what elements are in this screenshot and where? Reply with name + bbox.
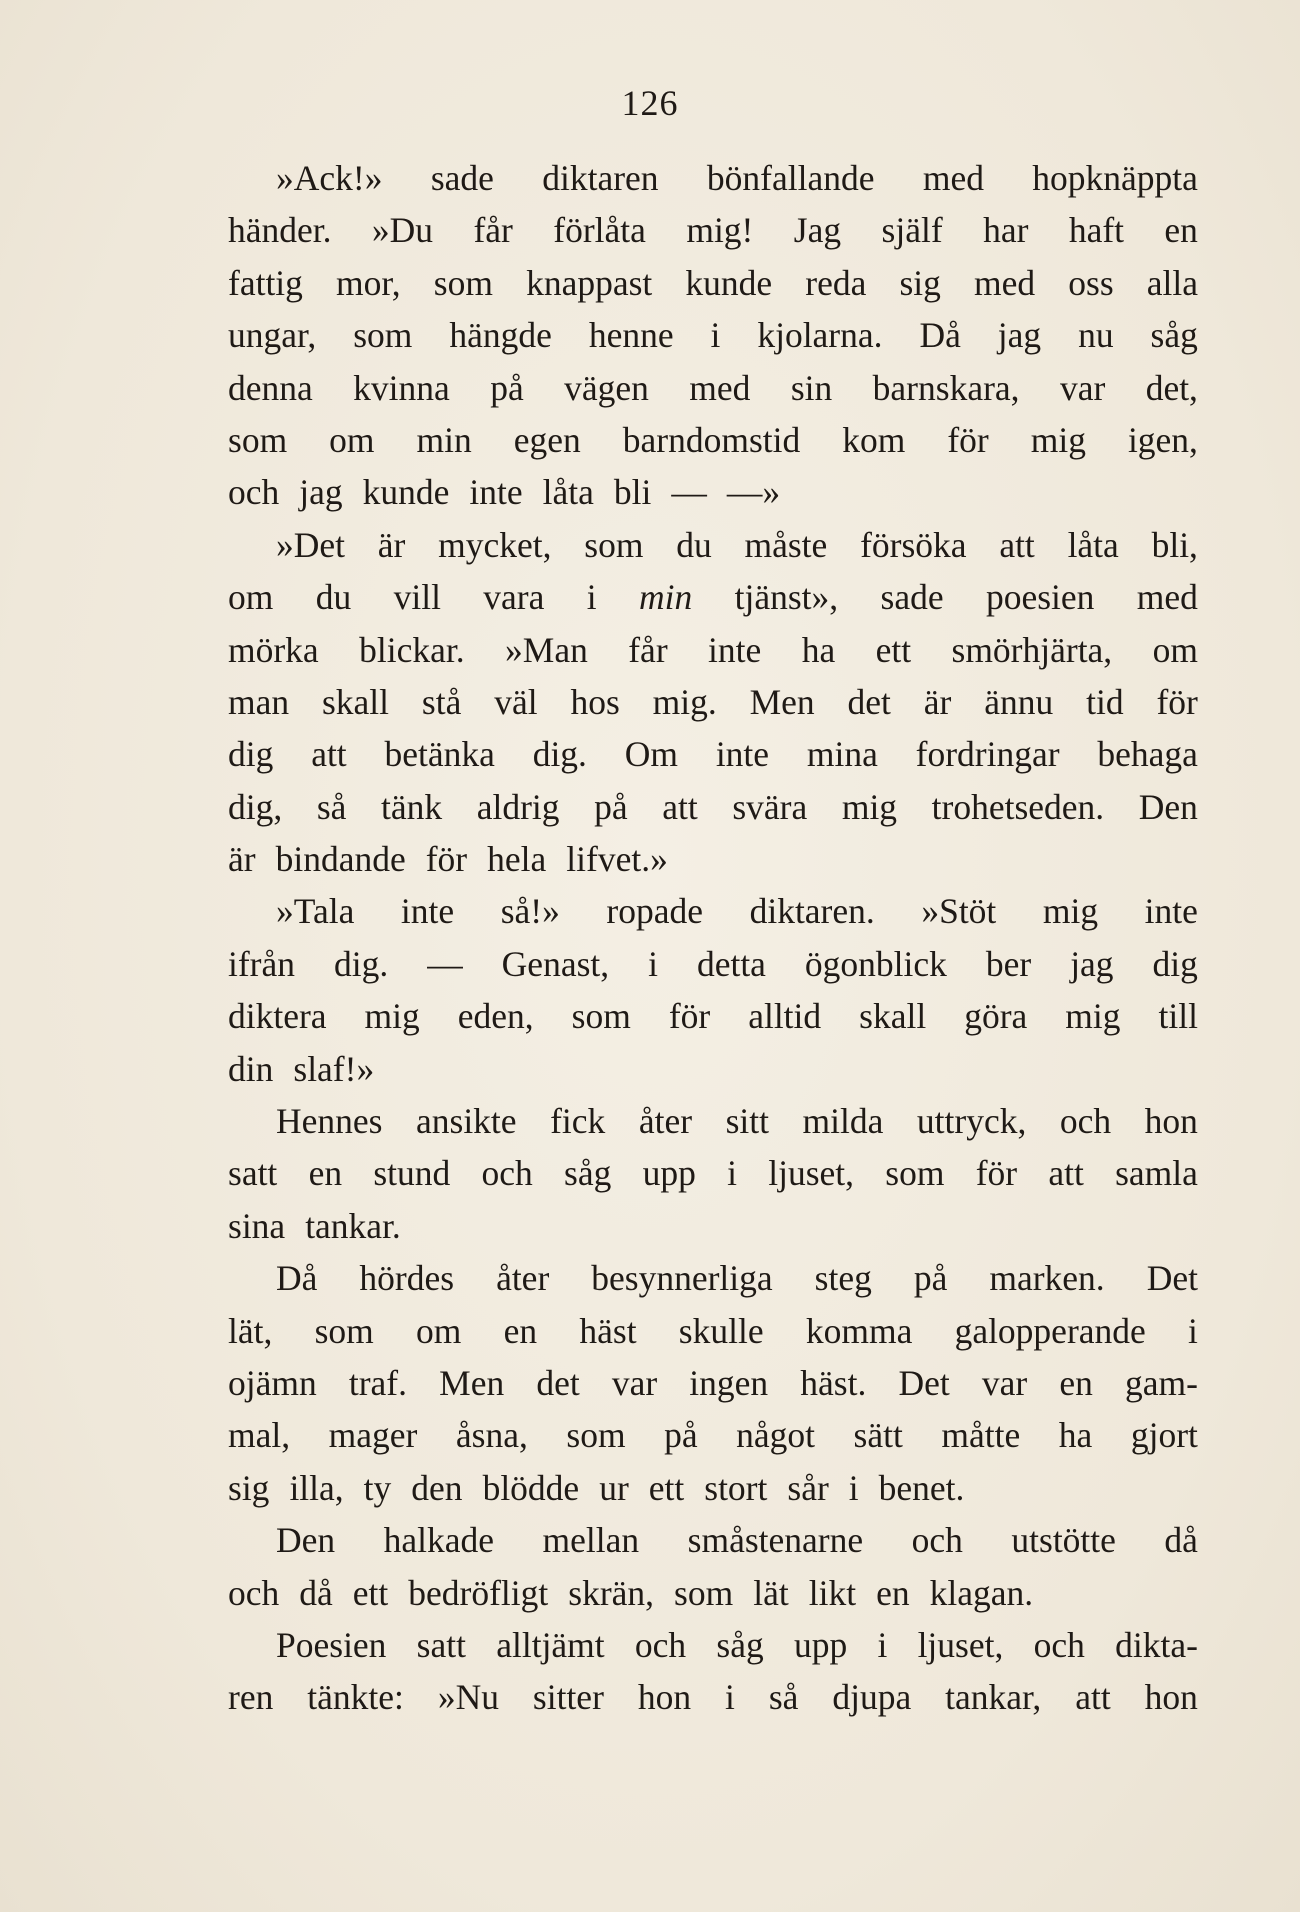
word: en xyxy=(503,1310,538,1351)
word: för xyxy=(947,419,989,460)
text-line xyxy=(228,152,1198,204)
text-line xyxy=(228,1619,1198,1671)
word: som xyxy=(228,419,288,460)
word: uttryck, xyxy=(916,1101,1027,1142)
word: låta xyxy=(542,472,594,513)
word: bönfallande xyxy=(706,158,875,198)
word: sätt xyxy=(853,1415,903,1456)
word: såg xyxy=(1150,315,1198,356)
word: barnskara, xyxy=(872,367,1020,408)
text-line xyxy=(228,833,1198,885)
word: ha xyxy=(1058,1415,1093,1456)
word: med xyxy=(922,158,984,198)
word: mig xyxy=(1065,996,1121,1037)
word: milda xyxy=(802,1101,884,1142)
word: till xyxy=(1158,996,1198,1037)
word: hördes xyxy=(359,1258,455,1299)
word: göra xyxy=(964,996,1028,1037)
word: i xyxy=(727,1153,737,1194)
word: i xyxy=(586,577,597,618)
text-line xyxy=(228,1200,1198,1252)
word: Hennes xyxy=(276,1101,383,1142)
word: och xyxy=(228,472,280,513)
word: bli, xyxy=(1151,524,1198,565)
word: vill xyxy=(393,577,441,618)
word: oss xyxy=(1068,262,1114,303)
word: händer. xyxy=(228,210,332,251)
word: skrän, xyxy=(568,1572,655,1613)
word: kvinna xyxy=(353,367,450,408)
word: min xyxy=(638,577,693,618)
word: henne xyxy=(588,315,674,356)
word: som xyxy=(353,315,413,356)
word: djupa xyxy=(832,1677,912,1718)
word: steg xyxy=(814,1258,872,1299)
word: Då xyxy=(919,315,961,356)
word: traf. xyxy=(348,1362,407,1403)
word: smörhjärta, xyxy=(951,629,1113,670)
word: mig! xyxy=(686,210,754,251)
word: trohetseden. xyxy=(931,786,1105,827)
word: tjänst», xyxy=(734,577,839,618)
word: sitter xyxy=(532,1677,604,1718)
word: för xyxy=(668,996,711,1037)
word: i xyxy=(710,315,721,356)
word: ögonblick xyxy=(804,943,947,984)
word: som xyxy=(314,1310,374,1351)
word: samla xyxy=(1115,1153,1198,1194)
word: med xyxy=(974,262,1036,303)
word: dig xyxy=(228,734,274,775)
text-line xyxy=(228,1252,1198,1304)
word: likt xyxy=(808,1572,857,1613)
word: var xyxy=(1059,367,1106,408)
word: på xyxy=(664,1415,698,1456)
word: — xyxy=(427,943,463,984)
word: med xyxy=(1136,577,1198,618)
text-line xyxy=(228,1357,1198,1409)
word: diktaren. xyxy=(749,891,875,932)
word: ren xyxy=(228,1677,274,1718)
word: sig xyxy=(228,1467,270,1508)
text-line xyxy=(228,1514,1198,1566)
word: åter xyxy=(638,1101,693,1142)
word: på xyxy=(594,786,628,827)
word: blickar. xyxy=(359,629,465,670)
word: med xyxy=(689,367,751,408)
word: är xyxy=(228,839,256,880)
word: knappast xyxy=(526,262,653,303)
word: hängde xyxy=(449,315,552,356)
word: upp xyxy=(793,1624,848,1665)
word: har xyxy=(983,210,1029,251)
word: den xyxy=(411,1467,463,1508)
word: i xyxy=(877,1624,888,1665)
word: Den xyxy=(276,1520,336,1561)
word: »Stöt xyxy=(921,891,997,932)
word: fick xyxy=(550,1101,606,1142)
word: dig xyxy=(1152,943,1198,984)
word: på xyxy=(490,367,524,408)
word: diktera xyxy=(228,996,327,1037)
word: stort xyxy=(704,1467,768,1508)
word: Men xyxy=(749,681,815,722)
text-line xyxy=(228,728,1198,780)
word: alla xyxy=(1146,262,1198,303)
word: såg xyxy=(564,1153,612,1194)
text-line xyxy=(228,414,1198,466)
word: Den xyxy=(1138,786,1198,827)
text-line xyxy=(228,1671,1198,1723)
word: hon xyxy=(637,1677,692,1718)
text-line xyxy=(228,676,1198,728)
word: vägen xyxy=(564,367,649,408)
word: mig xyxy=(1042,891,1099,932)
word: som xyxy=(885,1153,945,1194)
word: så!» xyxy=(500,891,560,932)
word: inte xyxy=(1144,891,1198,932)
word: får xyxy=(473,210,513,251)
word: man xyxy=(228,681,290,722)
word: lifvet.» xyxy=(566,839,668,880)
word: besynnerliga xyxy=(591,1258,773,1299)
word: är xyxy=(377,524,406,565)
word: och xyxy=(634,1624,687,1665)
word: denna xyxy=(228,367,313,408)
word: Då xyxy=(276,1258,318,1299)
word: småstenarne xyxy=(687,1520,864,1561)
word: mig xyxy=(364,996,420,1037)
word: en xyxy=(1059,1362,1093,1403)
word: mörka xyxy=(228,629,319,670)
word: utstötte xyxy=(1011,1520,1116,1561)
text-line xyxy=(228,362,1198,414)
word: sin xyxy=(790,367,833,408)
word: Poesien xyxy=(276,1624,387,1665)
word: kunde xyxy=(362,472,450,513)
word: åsna, xyxy=(455,1415,528,1456)
word: lät, xyxy=(228,1310,273,1351)
word: skulle xyxy=(678,1310,764,1351)
word: »Man xyxy=(505,629,588,670)
text-line xyxy=(228,624,1198,676)
word: var xyxy=(611,1362,658,1403)
text-line xyxy=(228,257,1198,309)
word: såg xyxy=(716,1624,764,1665)
word: — xyxy=(671,472,707,513)
word: inte xyxy=(469,472,523,513)
word: eden, xyxy=(457,996,534,1037)
word: att xyxy=(1048,1153,1084,1194)
word: och xyxy=(1059,1101,1112,1142)
word: hos xyxy=(570,681,620,722)
word: Det xyxy=(898,1362,950,1403)
word: förlåta xyxy=(553,210,646,251)
word: tänk xyxy=(381,786,443,827)
word: Om xyxy=(624,734,678,775)
word: i xyxy=(1188,1310,1198,1351)
word: sår xyxy=(787,1467,829,1508)
word: som xyxy=(584,524,644,565)
word: att xyxy=(999,524,1035,565)
word: hopknäppta xyxy=(1032,158,1198,198)
word: bindande xyxy=(275,839,406,880)
word: alltjämt xyxy=(496,1624,605,1665)
word: reda xyxy=(805,262,867,303)
word: blödde xyxy=(482,1467,580,1508)
word: mal, xyxy=(228,1415,291,1456)
word: för xyxy=(1156,681,1198,722)
word: haft xyxy=(1068,210,1125,251)
word: slaf!» xyxy=(293,1048,375,1089)
word: Det xyxy=(1146,1258,1198,1299)
word: marken. xyxy=(989,1258,1105,1299)
word: jag xyxy=(997,315,1042,356)
word: »Nu xyxy=(437,1677,499,1718)
page-number: 126 xyxy=(621,83,679,123)
word: tankar. xyxy=(305,1205,401,1246)
word: ett xyxy=(648,1467,685,1508)
word: får xyxy=(628,629,668,670)
word: inte xyxy=(708,629,762,670)
word: hela xyxy=(487,839,547,880)
word: egen xyxy=(513,419,581,460)
word: inte xyxy=(715,734,770,775)
word: du xyxy=(315,577,352,618)
word: ännu xyxy=(984,681,1054,722)
text-line xyxy=(228,571,1198,623)
word: hon xyxy=(1144,1101,1198,1142)
word: svära xyxy=(732,786,808,827)
text-line xyxy=(228,1095,1198,1147)
word: klagan. xyxy=(929,1572,1034,1613)
word: ber xyxy=(985,943,1032,984)
word: en xyxy=(1164,210,1198,251)
word: tankar, xyxy=(945,1677,1042,1718)
word: igen, xyxy=(1127,419,1198,460)
word: måste xyxy=(744,524,828,565)
text-line xyxy=(228,1462,1198,1514)
word: sitt xyxy=(725,1101,769,1142)
word: som xyxy=(433,262,493,303)
word: då xyxy=(299,1572,333,1613)
word: mig xyxy=(841,786,898,827)
word: din xyxy=(228,1048,274,1089)
word: komma xyxy=(805,1310,913,1351)
word: försöka xyxy=(860,524,967,565)
word: dig, xyxy=(228,786,283,827)
word: barndomstid xyxy=(622,419,801,460)
text-line xyxy=(228,990,1198,1042)
word: hon xyxy=(1144,1677,1198,1718)
word: »Det xyxy=(276,524,346,565)
word: sig xyxy=(899,262,941,303)
text-line xyxy=(228,1147,1198,1199)
word: detta xyxy=(696,943,766,984)
word: mycket, xyxy=(438,524,552,565)
word: häst xyxy=(579,1310,637,1351)
word: väl xyxy=(494,681,538,722)
word: diktaren xyxy=(542,158,659,198)
word: ansikte xyxy=(416,1101,517,1142)
word: min xyxy=(416,419,472,460)
word: att xyxy=(662,786,698,827)
text-line xyxy=(228,309,1198,361)
word: om xyxy=(416,1310,462,1351)
word: poesien xyxy=(985,577,1095,618)
word: dig. xyxy=(532,734,587,775)
text-line xyxy=(228,1043,1198,1095)
word: sade xyxy=(430,158,494,198)
word: ingen xyxy=(689,1362,769,1403)
word: åter xyxy=(496,1258,550,1299)
word: måtte xyxy=(941,1415,1021,1456)
word: skall xyxy=(321,681,390,722)
word: stund xyxy=(373,1153,451,1194)
word: gam- xyxy=(1124,1362,1198,1403)
word: var xyxy=(981,1362,1028,1403)
word: en xyxy=(308,1153,343,1194)
word: mig xyxy=(1030,419,1086,460)
word: mina xyxy=(806,734,878,775)
word: fattig xyxy=(228,262,303,303)
text-line xyxy=(228,885,1198,937)
word: benet. xyxy=(878,1467,965,1508)
word: är xyxy=(923,681,952,722)
word: mig. xyxy=(652,681,717,722)
word: i xyxy=(725,1677,735,1718)
word: så xyxy=(768,1677,799,1718)
word: dikta- xyxy=(1115,1624,1198,1665)
text-line xyxy=(228,466,1198,518)
word: betänka xyxy=(384,734,495,775)
word: galopperande xyxy=(954,1310,1146,1351)
word: i xyxy=(648,943,658,984)
word: sade xyxy=(880,577,944,618)
word: som xyxy=(674,1572,734,1613)
word: inte xyxy=(400,891,455,932)
word: lät xyxy=(753,1572,789,1613)
word: och xyxy=(228,1572,280,1613)
word: sina xyxy=(228,1205,286,1246)
word: upp xyxy=(642,1153,696,1194)
word: »Ack!» xyxy=(276,158,383,198)
word: på xyxy=(913,1258,948,1299)
text-line xyxy=(228,519,1198,571)
word: om xyxy=(329,419,375,460)
word: ljuset, xyxy=(768,1153,855,1194)
word: det, xyxy=(1145,367,1198,408)
text-line xyxy=(228,204,1198,256)
word: och xyxy=(1033,1624,1085,1665)
word: Jag xyxy=(793,210,842,251)
body-text xyxy=(228,152,1198,1724)
text-line xyxy=(228,1305,1198,1357)
word: satt xyxy=(228,1153,278,1194)
word: något xyxy=(736,1415,816,1456)
word: häst. xyxy=(800,1362,867,1403)
word: ur xyxy=(599,1467,629,1508)
word: ungar, xyxy=(228,315,317,356)
word: gjort xyxy=(1130,1415,1198,1456)
word: ifrån xyxy=(228,943,296,984)
word: att xyxy=(1075,1677,1111,1718)
word: det xyxy=(536,1362,580,1403)
text-line xyxy=(228,1409,1198,1461)
word: låta xyxy=(1067,524,1119,565)
word: skall xyxy=(859,996,927,1037)
word: ljuset, xyxy=(917,1624,1004,1665)
word: alltid xyxy=(748,996,822,1037)
word: för xyxy=(975,1153,1018,1194)
word: —» xyxy=(726,472,781,513)
word: ett xyxy=(352,1572,389,1613)
word: illa, xyxy=(289,1467,344,1508)
word: det xyxy=(847,681,891,722)
word: för xyxy=(425,839,468,880)
word: jag xyxy=(1070,943,1114,984)
word: som xyxy=(566,1415,626,1456)
word: ojämn xyxy=(228,1362,317,1403)
word: Men xyxy=(439,1362,505,1403)
word: då xyxy=(1164,1520,1198,1561)
word: mellan xyxy=(542,1520,640,1561)
word: Genast, xyxy=(501,943,610,984)
word: stå xyxy=(421,681,462,722)
text-line xyxy=(228,938,1198,990)
word: nu xyxy=(1078,315,1114,356)
word: en xyxy=(876,1572,910,1613)
word: så xyxy=(316,786,347,827)
word: ett xyxy=(875,629,912,670)
word: om xyxy=(228,577,274,618)
word: vara xyxy=(483,577,545,618)
word: som xyxy=(571,996,631,1037)
word: du xyxy=(676,524,712,565)
word: kjolarna. xyxy=(757,315,883,356)
word: själf xyxy=(881,210,943,251)
word: om xyxy=(1152,629,1198,670)
word: i xyxy=(848,1467,859,1508)
word: ty xyxy=(363,1467,392,1508)
word: kunde xyxy=(685,262,773,303)
text-line xyxy=(228,1567,1198,1619)
word: ha xyxy=(801,629,836,670)
word: att xyxy=(311,734,347,775)
word: och xyxy=(481,1153,533,1194)
word: bli xyxy=(613,472,652,513)
word: bedröfligt xyxy=(408,1572,549,1613)
word: dig. xyxy=(333,943,389,984)
word: aldrig xyxy=(476,786,560,827)
word: mager xyxy=(328,1415,418,1456)
word: fordringar xyxy=(915,734,1060,775)
word: mor, xyxy=(336,262,401,303)
word: ropade xyxy=(606,891,704,932)
text-line xyxy=(228,781,1198,833)
word: kom xyxy=(842,419,906,460)
word: behaga xyxy=(1097,734,1198,775)
word: »Du xyxy=(371,210,434,251)
word: tid xyxy=(1086,681,1124,722)
word: satt xyxy=(416,1624,466,1665)
word: »Tala xyxy=(276,891,355,932)
word: halkade xyxy=(383,1520,495,1561)
word: och xyxy=(911,1520,963,1561)
word: jag xyxy=(299,472,343,513)
word: tänkte: xyxy=(307,1677,404,1718)
